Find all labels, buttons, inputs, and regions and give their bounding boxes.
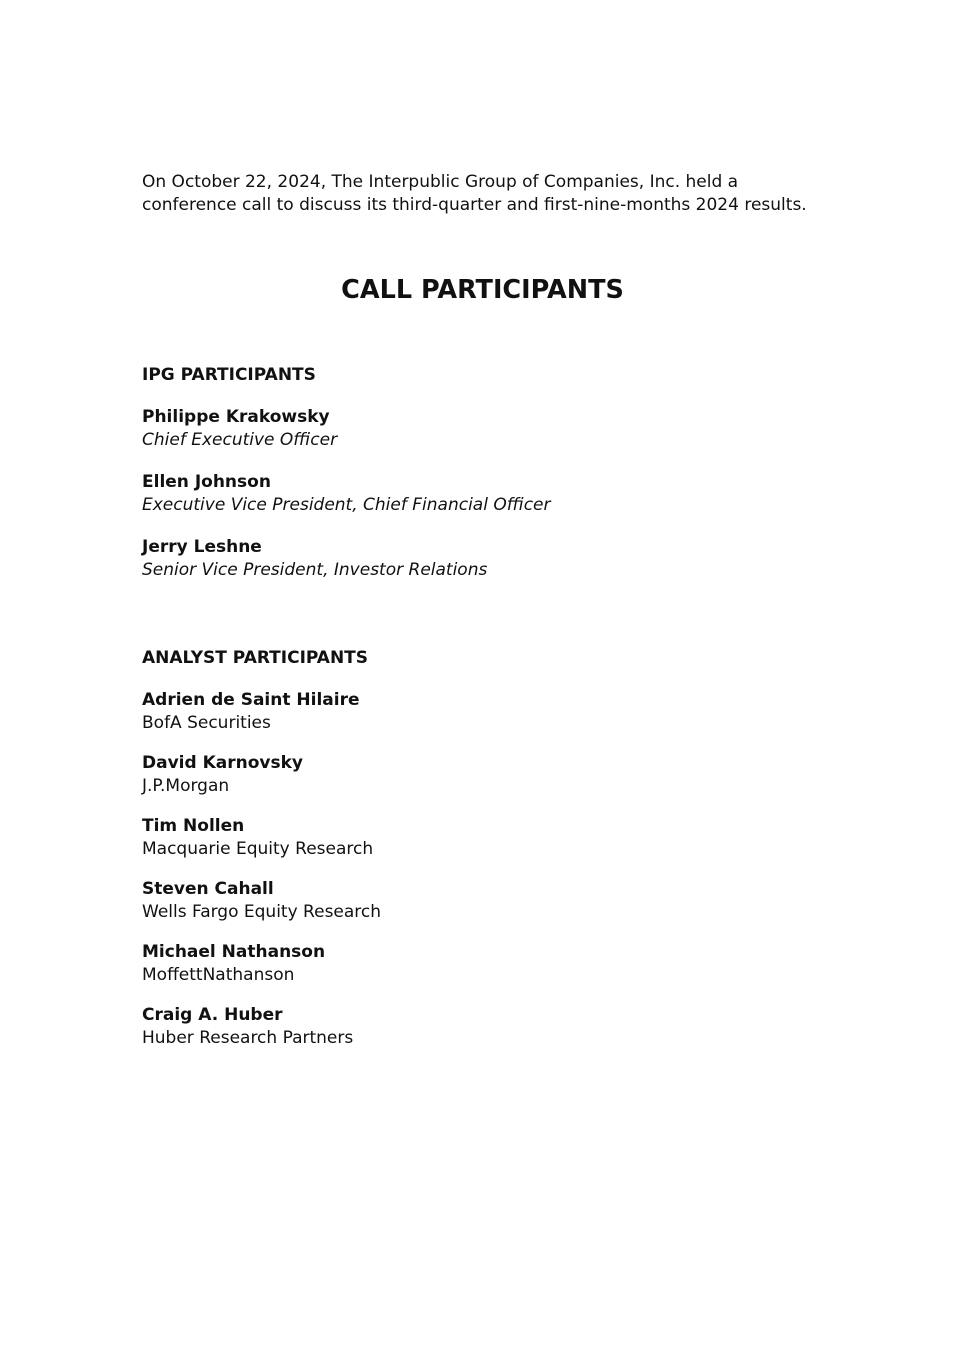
intro-line-1: On October 22, 2024, The Interpublic Group of Companies, Inc. held a (142, 172, 739, 192)
participant-name: Jerry Leshne (142, 537, 262, 557)
analyst-firm: BofA Securities (142, 713, 271, 733)
analyst-entry (142, 878, 822, 924)
ipg-participants-section (142, 364, 822, 601)
participant-entry (142, 471, 822, 517)
analyst-name: Adrien de Saint Hilaire (142, 690, 360, 710)
analyst-firm: Wells Fargo Equity Research (142, 902, 382, 922)
analyst-name: Michael Nathanson (142, 942, 326, 962)
analyst-entry (142, 752, 822, 798)
participant-entry (142, 406, 822, 452)
participant-role: Chief Executive Officer (142, 430, 338, 450)
analyst-participants-heading: ANALYST PARTICIPANTS (142, 648, 369, 668)
analyst-entry (142, 815, 822, 861)
participant-role: Executive Vice President, Chief Financial Officer (142, 495, 551, 515)
analyst-participants-section (142, 647, 822, 1067)
section-title: CALL PARTICIPANTS (341, 275, 624, 305)
analyst-entry (142, 941, 822, 987)
analyst-entry (142, 689, 822, 735)
participant-name: Philippe Krakowsky (142, 407, 330, 427)
analyst-firm: Macquarie Equity Research (142, 839, 374, 859)
participant-role: Senior Vice President, Investor Relations (142, 560, 488, 580)
participant-name: Ellen Johnson (142, 472, 271, 492)
analyst-name: Craig A. Huber (142, 1005, 283, 1025)
intro-line-2: conference call to discuss its third-quarter and first-nine-months 2024 results. (142, 195, 807, 215)
analyst-firm: MoffettNathanson (142, 965, 295, 985)
analyst-name: Tim Nollen (142, 816, 245, 836)
analyst-name: Steven Cahall (142, 879, 274, 899)
participant-entry (142, 536, 822, 582)
analyst-firm: Huber Research Partners (142, 1028, 354, 1048)
analyst-entry (142, 1004, 822, 1050)
analyst-name: David Karnovsky (142, 753, 303, 773)
analyst-firm: J.P.Morgan (142, 776, 230, 796)
ipg-participants-heading: IPG PARTICIPANTS (142, 365, 316, 385)
document-page (142, 171, 822, 1048)
intro-paragraph (142, 171, 822, 217)
